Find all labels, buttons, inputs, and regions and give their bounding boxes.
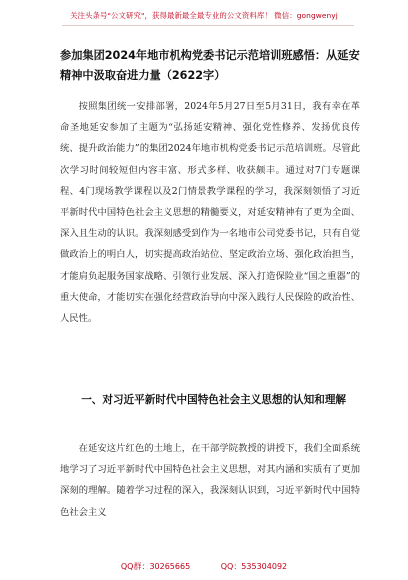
section-heading: 一、对习近平新时代中国特色社会主义思想的认知和理解 bbox=[81, 394, 347, 406]
header-divider bbox=[62, 25, 354, 26]
body-paragraph: 按照集团统一安排部署，2024年5月27日至5月31日，我有幸在革命圣地延安参加了主题为“弘扬延安精神、强化党性修养、发扬优良传统、提升政治能力”的集团2024年地市机构党委书记示范培训班。尽管此次学习时间较短但内容丰富、形式多样、收获颇丰。通过对7门专题课程、4门现场教学课程以及2门情景教学课程的学习，我深刻领悟了习近平新时代中国特色社会主义思想的精髓要义，对延安精神有了更为全面、深入且生动的认识。我深刻感受到作为一名地市公司党委书记，只有自觉做政治上的明白人，切实提高政治站位、坚定政治立场、强化政治担当，才能肩负起服务国家战略、引领行业发展、深入打造保险业“国之重器”的重大使命，才能切实在强化经营政治导向中深入践行人民保险的政治性、人民性。 bbox=[60, 101, 360, 325]
document-title: 参加集团2024年地市机构党委书记示范培训班感悟：从延安精神中汲取奋进力量（2622字） bbox=[60, 49, 360, 82]
footer-contact bbox=[0, 561, 408, 572]
section-paragraph: 在延安这片红色的土地上，在干部学院教授的讲授下，我们全面系统地学习了习近平新时代中国特色社会主义思想，对其内涵和实质有了更加深刻的理解。随着学习过程的深入，我深刻认识到，习近平新时代中国特色社会主义 bbox=[60, 443, 360, 518]
header-banner: 关注头条号"公文研究"，获得最新最全最专业的公文资料库！ 微信：gongwenyj bbox=[70, 11, 338, 20]
footer-qq: QQ：535304092 bbox=[220, 562, 288, 571]
footer-qq-group: QQ群：30265665 bbox=[120, 562, 191, 571]
